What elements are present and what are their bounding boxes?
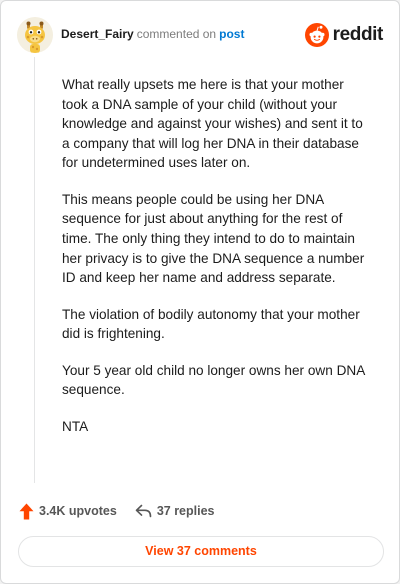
comment-actions bbox=[19, 501, 215, 521]
action-text: commented on bbox=[136, 27, 217, 41]
replies-button[interactable] bbox=[135, 504, 215, 518]
reply-count: 37 replies bbox=[156, 504, 215, 518]
comment-paragraph-5: NTA bbox=[62, 418, 89, 434]
comment-paragraph-2: This means people could be using her DNA sequence for just about anything for the rest of time. The only thing they intend to do to maintain her privacy is to give the DNA sequence a number ID and keep her name and address separate. bbox=[62, 191, 365, 286]
username-link[interactable]: Desert_Fairy bbox=[61, 27, 134, 41]
comment-paragraph-4: Your 5 year old child no longer owns her own DNA sequence. bbox=[62, 362, 365, 398]
comment-body bbox=[62, 75, 372, 453]
reddit-logo[interactable] bbox=[305, 22, 383, 48]
reply-arrow-icon bbox=[135, 504, 152, 518]
comment-meta bbox=[61, 27, 244, 41]
comment-header bbox=[17, 15, 383, 55]
comment-paragraph-1: What really upsets me here is that your mother took a DNA sample of your child (without your knowledge and against your wishes) and sent it to a company that will log her DNA in their database for undetermined uses later on. bbox=[62, 77, 363, 171]
reddit-wordmark: reddit bbox=[332, 24, 383, 45]
comment-paragraph-3: The violation of bodily autonomy that your mother did is frightening. bbox=[62, 306, 360, 342]
reddit-snoo-icon bbox=[305, 23, 329, 47]
upvote-count: 3.4K upvotes bbox=[39, 504, 117, 518]
thread-line bbox=[34, 57, 35, 483]
upvote-button[interactable] bbox=[19, 503, 117, 520]
user-avatar[interactable] bbox=[17, 17, 53, 53]
view-comments-button[interactable]: View 37 comments bbox=[18, 536, 384, 567]
upvote-arrow-icon bbox=[19, 503, 34, 520]
post-link[interactable]: post bbox=[219, 27, 245, 41]
giraffe-avatar-icon bbox=[17, 17, 53, 53]
